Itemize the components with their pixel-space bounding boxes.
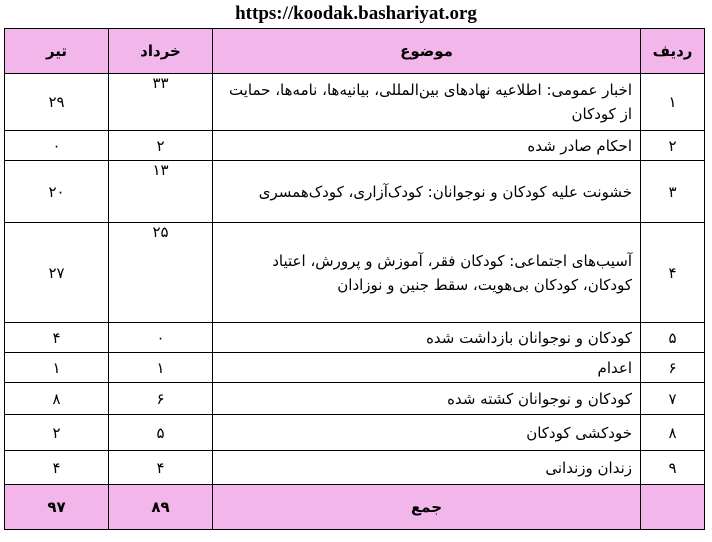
khordad-cell: ۵ (109, 415, 213, 451)
total-tir: ۹۷ (5, 485, 109, 530)
khordad-cell: ۲ (109, 131, 213, 161)
khordad-cell: ۲۵ (109, 223, 213, 323)
tir-cell: ۱ (5, 353, 109, 383)
row-no-cell: ۱ (641, 74, 705, 131)
table-row (5, 353, 705, 383)
khordad-cell: ۴ (109, 451, 213, 485)
topic-cell: آسیب‌های اجتماعی: کودکان فقر، آموزش و پرورش، اعتیاد کودکان، کودکان بی‌هویت، سقط جنین و نوزادان (213, 223, 641, 323)
tir-cell: ۲۹ (5, 74, 109, 131)
table-row (5, 323, 705, 353)
khordad-cell: ۱ (109, 353, 213, 383)
topic-cell: زندان وزندانی (213, 451, 641, 485)
topic-cell: اخبار عمومی: اطلاعیه نهادهای بین‌المللی، بیانیه‌ها، نامه‌ها، حمایت از کودکان (213, 74, 641, 131)
header-row (5, 29, 705, 74)
total-row-no-cell (641, 485, 705, 530)
row-no-cell: ۹ (641, 451, 705, 485)
header-row-no: ردیف (641, 29, 705, 74)
tir-cell: ۴ (5, 451, 109, 485)
row-no-cell: ۴ (641, 223, 705, 323)
total-khordad: ۸۹ (109, 485, 213, 530)
row-no-cell: ۵ (641, 323, 705, 353)
total-row (5, 485, 705, 530)
khordad-cell: ۳۳ (109, 74, 213, 131)
topic-cell: خودکشی کودکان (213, 415, 641, 451)
row-no-cell: ۳ (641, 161, 705, 223)
khordad-cell: ۱۳ (109, 161, 213, 223)
khordad-cell: ۰ (109, 323, 213, 353)
row-no-cell: ۷ (641, 383, 705, 415)
topic-cell: کودکان و نوجوانان بازداشت شده (213, 323, 641, 353)
monthly-report-table (4, 28, 705, 530)
site-url: https://koodak.bashariyat.org (235, 3, 477, 24)
tir-cell: ۴ (5, 323, 109, 353)
tir-cell: ۸ (5, 383, 109, 415)
table-row (5, 131, 705, 161)
row-no-cell: ۶ (641, 353, 705, 383)
table-row (5, 74, 705, 131)
tir-cell: ۲ (5, 415, 109, 451)
topic-cell: احکام صادر شده (213, 131, 641, 161)
row-no-cell: ۸ (641, 415, 705, 451)
tir-cell: ۲۷ (5, 223, 109, 323)
table-row (5, 451, 705, 485)
khordad-cell: ۶ (109, 383, 213, 415)
tir-cell: ۰ (5, 131, 109, 161)
total-label: جمع (213, 485, 641, 530)
header-khordad: خرداد (109, 29, 213, 74)
table-row (5, 161, 705, 223)
row-no-cell: ۲ (641, 131, 705, 161)
table-row (5, 415, 705, 451)
topic-cell: خشونت علیه کودکان و نوجوانان: کودک‌آزاری، کودک‌همسری (213, 161, 641, 223)
topic-cell: اعدام (213, 353, 641, 383)
topic-cell: کودکان و نوجوانان کشته شده (213, 383, 641, 415)
tir-cell: ۲۰ (5, 161, 109, 223)
header-topic: موضوع (213, 29, 641, 74)
table-row (5, 223, 705, 323)
table-row (5, 383, 705, 415)
header-tir: تیر (5, 29, 109, 74)
